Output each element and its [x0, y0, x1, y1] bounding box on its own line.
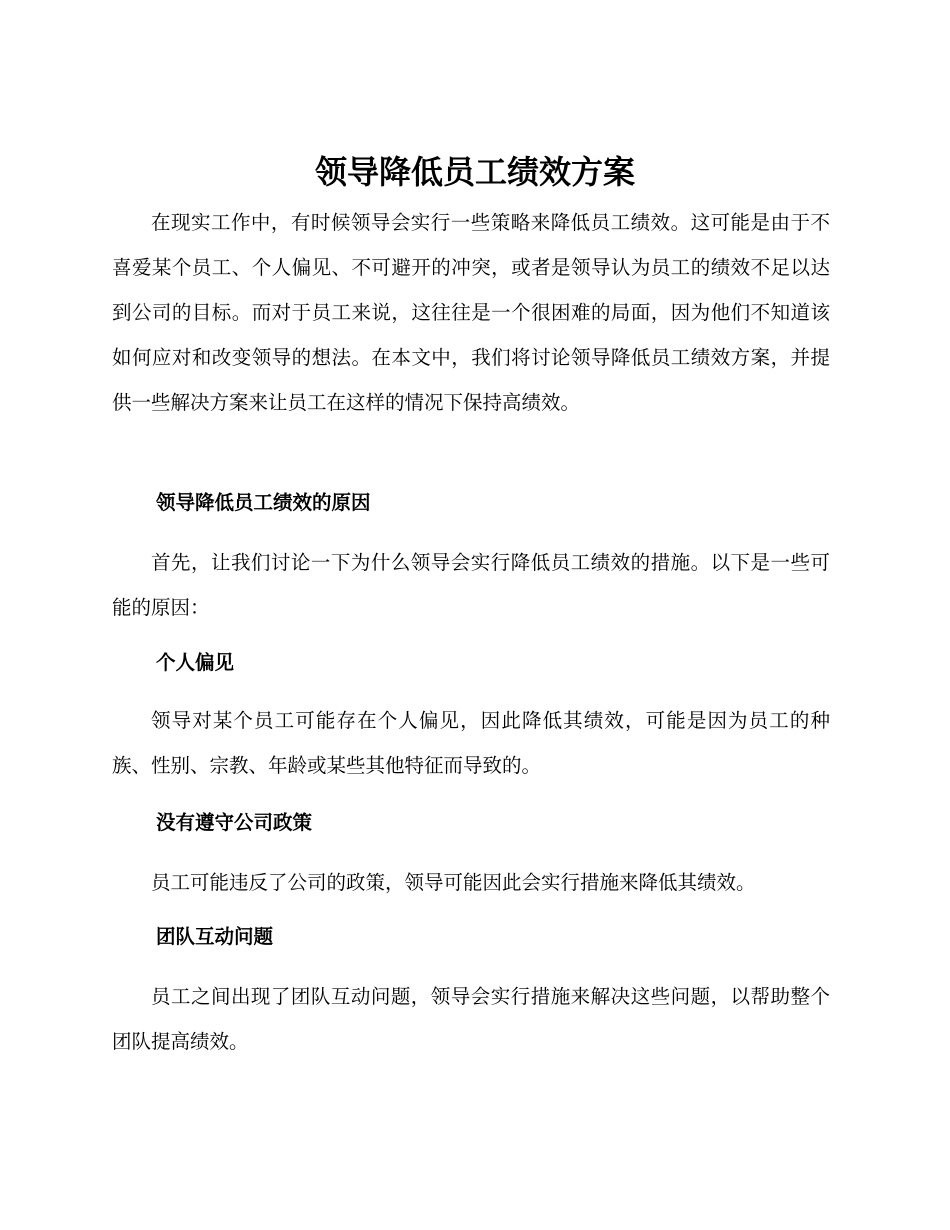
section-heading-reasons: 领导降低员工绩效的原因	[156, 491, 371, 514]
reasons-paragraph: 首先，让我们讨论一下为什么领导会实行降低员工绩效的措施。以下是一些可能的原因：	[112, 551, 830, 619]
policy-paragraph: 员工可能违反了公司的政策，领导可能因此会实行措施来降低其绩效。	[151, 871, 756, 894]
team-paragraph: 员工之间出现了团队互动问题，领导会实行措施来解决这些问题，以帮助整个团队提高绩效。	[112, 985, 830, 1053]
personal-bias-paragraph: 领导对某个员工可能存在个人偏见，因此降低其绩效，可能是因为员工的种族、性别、宗教、年龄或某些其他特征而导致的。	[112, 709, 830, 777]
section-heading-personal-bias: 个人偏见	[156, 651, 235, 674]
section-heading-policy: 没有遵守公司政策	[156, 811, 313, 834]
intro-paragraph: 在现实工作中，有时候领导会实行一些策略来降低员工绩效。这可能是由于不喜爱某个员工、个人偏见、不可避开的冲突，或者是领导认为员工的绩效不足以达到公司的目标。而对于员工来说，这往往是一个很困难的局面，因为他们不知道该如何应对和改变领导的想法。在本文中，我们将讨论领导降低员工绩效方案，并提供一些解决方案来让员工在这样的情况下保持高绩效。	[112, 211, 830, 414]
document-title: 领导降低员工绩效方案	[314, 153, 635, 191]
section-heading-team: 团队互动问题	[156, 925, 274, 948]
